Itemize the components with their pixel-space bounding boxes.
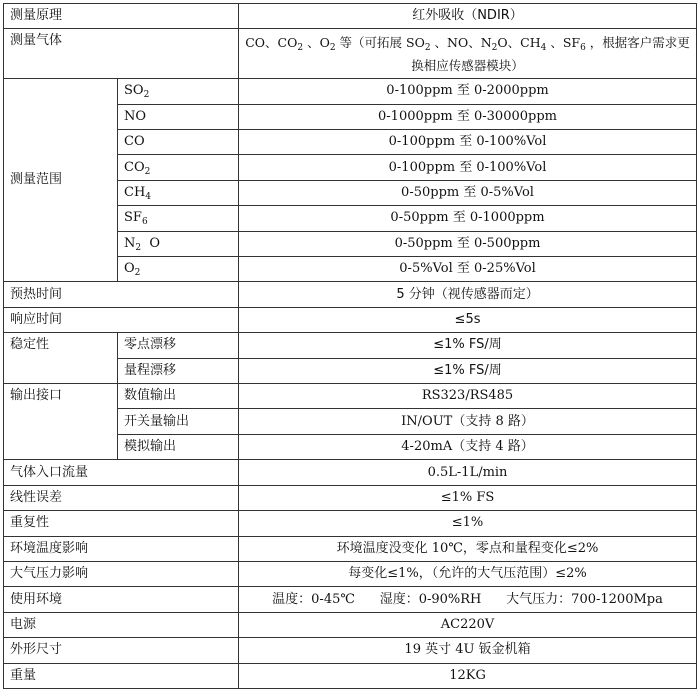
principle-label: 测量原理 xyxy=(4,4,239,29)
range-gas: CO xyxy=(118,130,239,155)
pressure-effect-label: 大气压力影响 xyxy=(4,561,239,586)
range-value: 0-50ppm 至 0-500ppm xyxy=(239,231,697,256)
warmup-value: 5 分钟（视传感器而定） xyxy=(239,282,697,307)
spec-table xyxy=(3,3,697,689)
range-gas: $N_2$ O xyxy=(118,231,239,256)
range-gas: $SO_2$ xyxy=(118,79,239,104)
output-item: 模拟输出 xyxy=(118,434,239,459)
row-size xyxy=(4,638,697,663)
power-label: 电源 xyxy=(4,612,239,637)
range-value: 0-100ppm 至 0-100%Vol xyxy=(239,130,697,155)
linearity-value: ≤1% FS xyxy=(239,485,697,510)
stability-value: ≤1% FS/周 xyxy=(239,333,697,358)
stability-item: 量程漂移 xyxy=(118,358,239,383)
row-output xyxy=(4,384,697,409)
principle-value: 红外吸收（NDIR） xyxy=(239,4,697,29)
flow-label: 气体入口流量 xyxy=(4,460,239,485)
response-value: ≤5s xyxy=(239,307,697,332)
size-value: 19 英寸 4U 钣金机箱 xyxy=(239,638,697,663)
row-power xyxy=(4,612,697,637)
gas-value: CO、$CO_2$ 、$O_2$ 等（可拓展 $SO_2$ 、NO、$N_2O$、$CH_4$ 、$SF_6$ ，根据客户需求更换相应传感器模块） xyxy=(239,29,697,79)
temp-effect-label: 环境温度影响 xyxy=(4,536,239,561)
row-gas xyxy=(4,29,697,79)
output-value: RS323/RS485 xyxy=(239,384,697,409)
row-environment xyxy=(4,587,697,612)
row-response xyxy=(4,307,697,332)
row-linearity xyxy=(4,485,697,510)
flow-value: 0.5L-1L/min xyxy=(239,460,697,485)
temp-effect-value: 环境温度没变化 10℃，零点和量程变化≤2% xyxy=(239,536,697,561)
range-value: 0-1000ppm 至 0-30000ppm xyxy=(239,104,697,129)
linearity-label: 线性误差 xyxy=(4,485,239,510)
output-label: 输出接口 xyxy=(4,384,118,460)
row-repeatability xyxy=(4,511,697,536)
range-value: 0-50ppm 至 0-1000ppm xyxy=(239,206,697,231)
range-gas: $SF_6$ xyxy=(118,206,239,231)
output-value: 4-20mA（支持 4 路） xyxy=(239,434,697,459)
warmup-label: 预热时间 xyxy=(4,282,239,307)
response-label: 响应时间 xyxy=(4,307,239,332)
range-gas: $O_2$ xyxy=(118,257,239,282)
range-gas: NO xyxy=(118,104,239,129)
row-warmup xyxy=(4,282,697,307)
weight-label: 重量 xyxy=(4,663,239,688)
row-flow xyxy=(4,460,697,485)
row-pressure-effect xyxy=(4,561,697,586)
output-value: IN/OUT（支持 8 路） xyxy=(239,409,697,434)
range-label: 测量范围 xyxy=(4,79,118,282)
range-gas: $CO_2$ xyxy=(118,155,239,180)
environment-value: 温度：0-45℃ 湿度：0-90%RH 大气压力：700-1200Mpa xyxy=(239,587,697,612)
weight-value: 12KG xyxy=(239,663,697,688)
size-label: 外形尺寸 xyxy=(4,638,239,663)
row-range xyxy=(4,79,697,104)
gas-label: 测量气体 xyxy=(4,29,239,79)
row-principle xyxy=(4,4,697,29)
range-value: 0-100ppm 至 0-2000ppm xyxy=(239,79,697,104)
stability-item: 零点漂移 xyxy=(118,333,239,358)
row-temp-effect xyxy=(4,536,697,561)
output-item: 开关量输出 xyxy=(118,409,239,434)
repeatability-label: 重复性 xyxy=(4,511,239,536)
repeatability-value: ≤1% xyxy=(239,511,697,536)
output-item: 数值输出 xyxy=(118,384,239,409)
range-value: 0-50ppm 至 0-5%Vol xyxy=(239,180,697,205)
row-stability xyxy=(4,333,697,358)
power-value: AC220V xyxy=(239,612,697,637)
stability-label: 稳定性 xyxy=(4,333,118,384)
stability-value: ≤1% FS/周 xyxy=(239,358,697,383)
environment-label: 使用环境 xyxy=(4,587,239,612)
range-gas: $CH_4$ xyxy=(118,180,239,205)
range-value: 0-5%Vol 至 0-25%Vol xyxy=(239,257,697,282)
range-value: 0-100ppm 至 0-100%Vol xyxy=(239,155,697,180)
pressure-effect-value: 每变化≤1%，（允许的大气压范围）≤2% xyxy=(239,561,697,586)
row-weight xyxy=(4,663,697,688)
